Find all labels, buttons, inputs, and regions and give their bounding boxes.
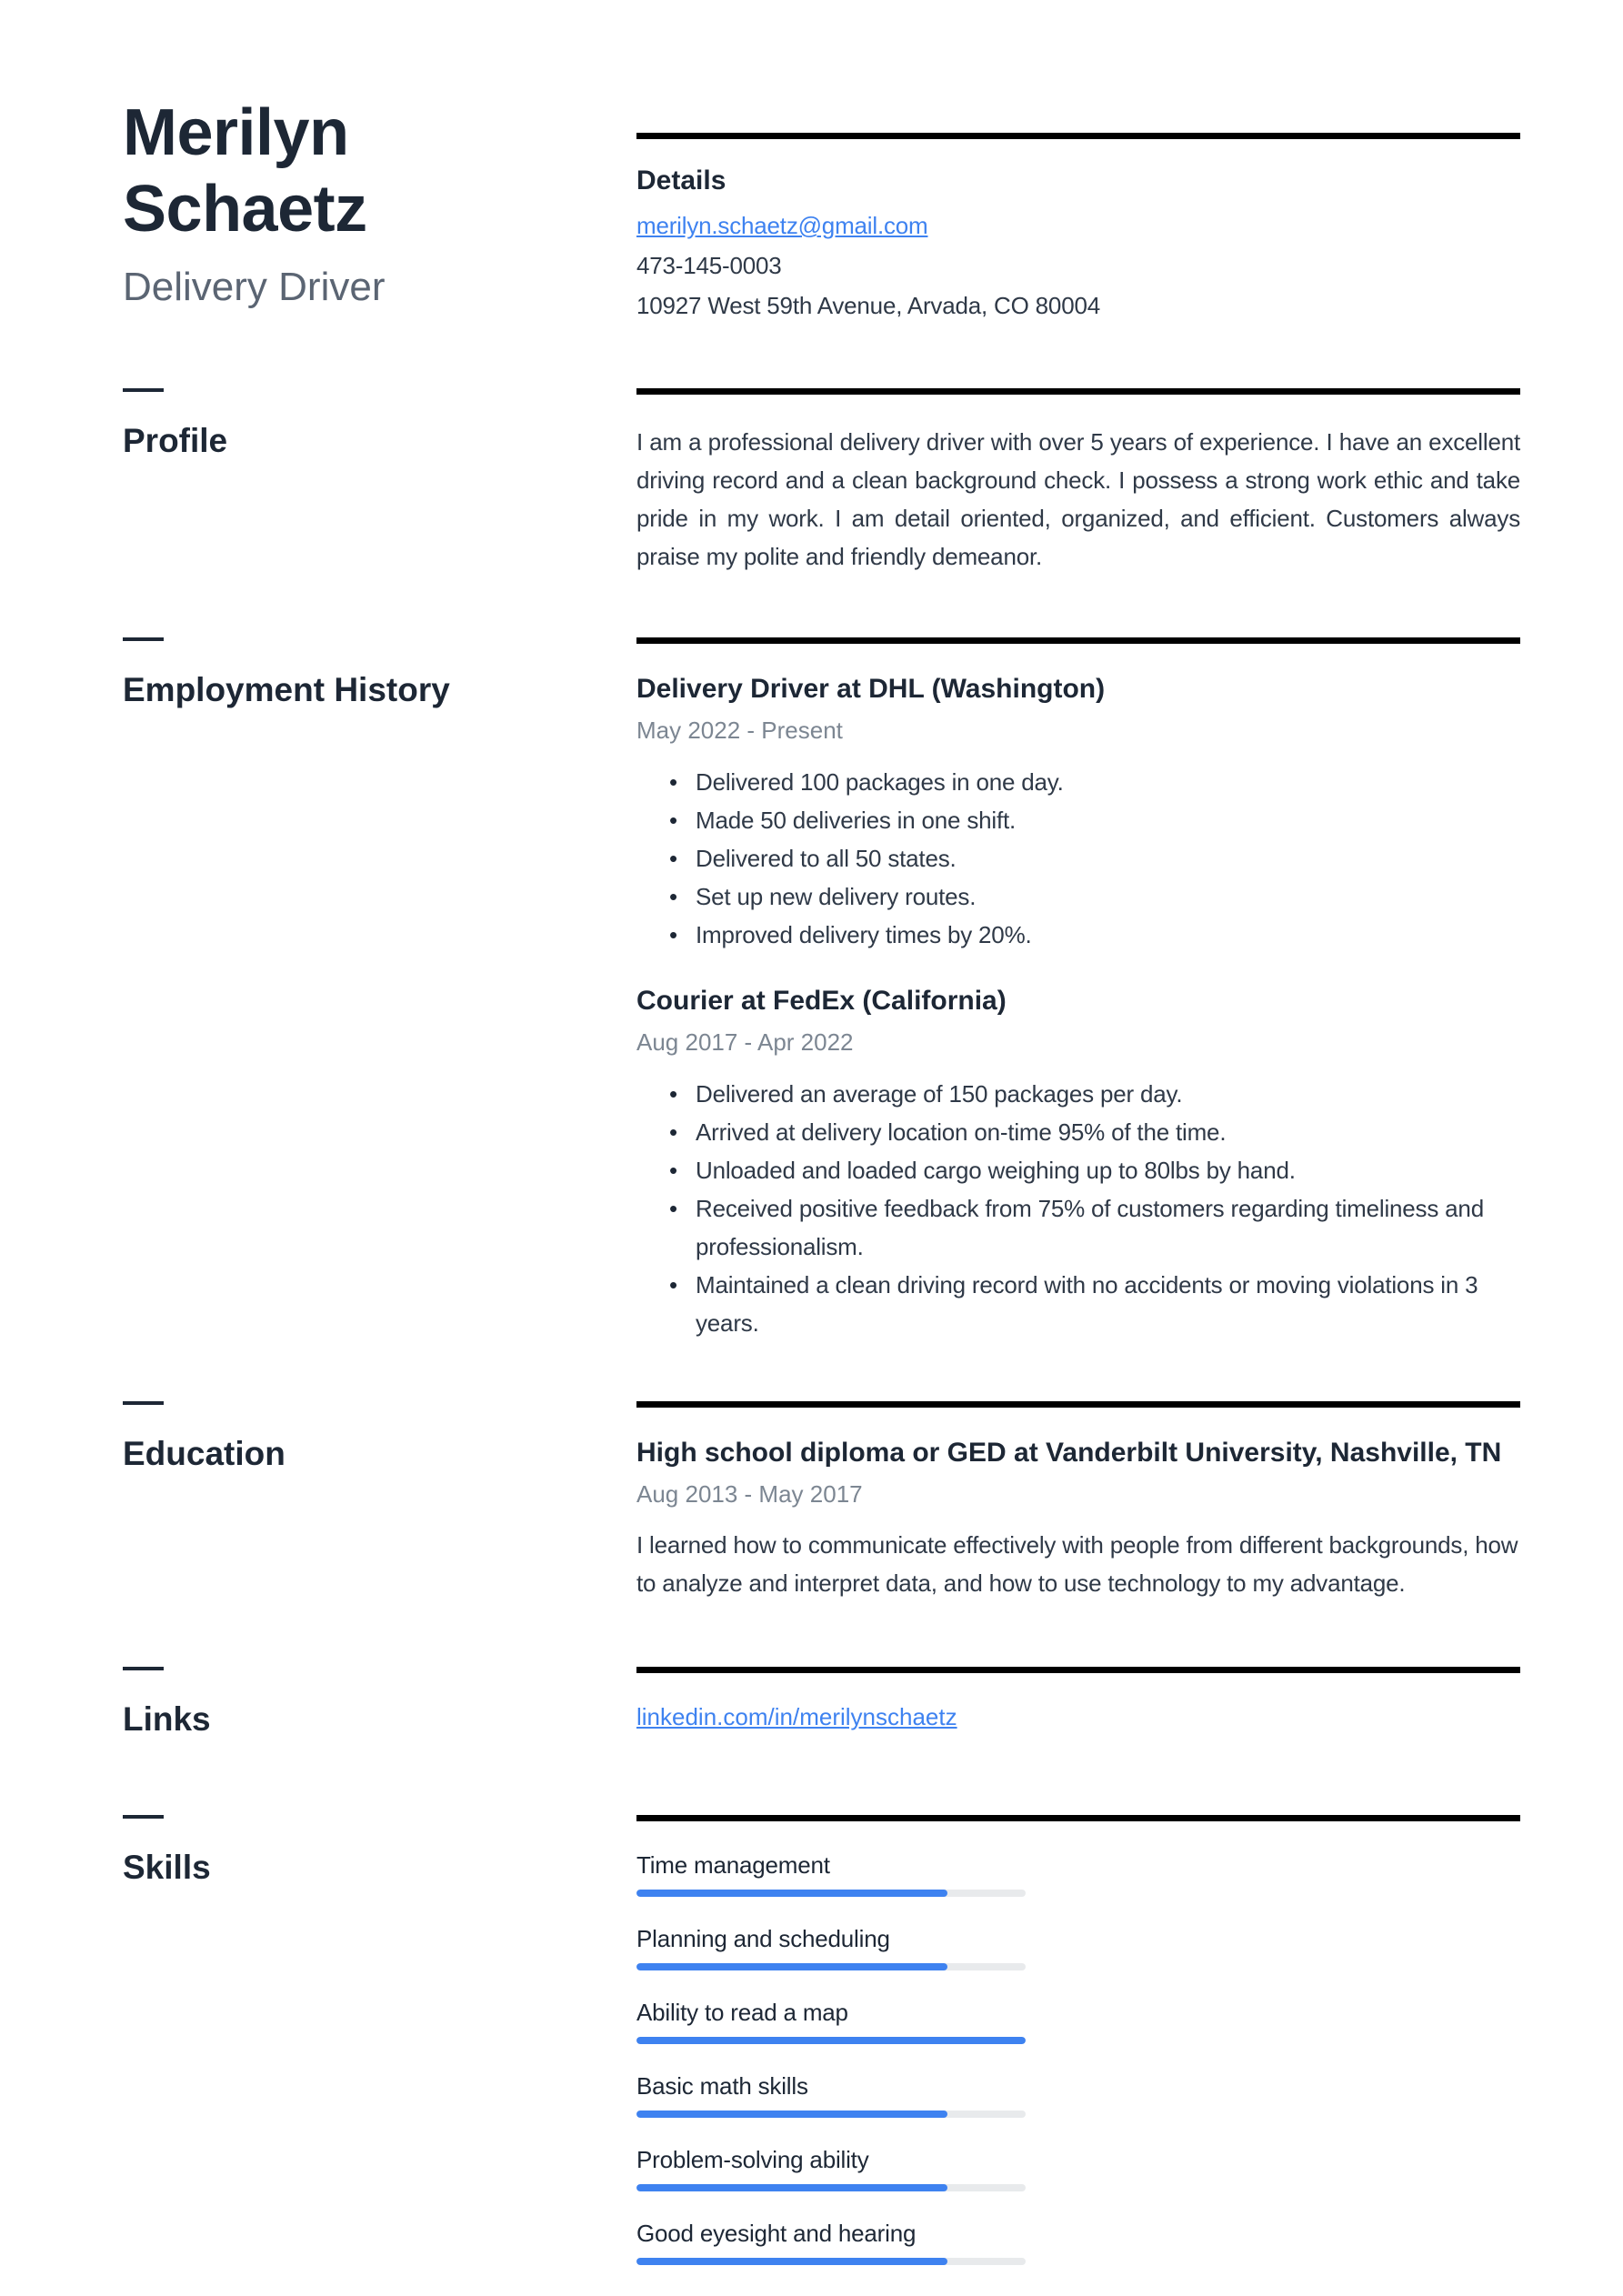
job-entry-dates: Aug 2017 - Apr 2022 <box>636 1028 854 1056</box>
education-section <box>123 1401 1520 1602</box>
contact-info <box>636 206 1520 326</box>
job-title: Delivery Driver <box>123 265 386 309</box>
skill-bar-fill <box>636 2184 947 2191</box>
job-bullet-list <box>636 1075 1520 1342</box>
bullet-item <box>636 1075 1520 1113</box>
bullet-icon: • <box>669 1271 677 1298</box>
skill-bar-fill <box>636 2111 947 2118</box>
section-dash <box>123 1815 164 1819</box>
profile-heading-block <box>123 388 636 576</box>
skill-label: Good eyesight and hearing <box>636 2220 917 2247</box>
skill-bar-track <box>636 2037 1026 2044</box>
last-name: Schaetz <box>123 173 367 246</box>
skill-bar-fill <box>636 2037 1026 2044</box>
bullet-text: Maintained a clean driving record with no accidents or moving violations in 3 years. <box>696 1271 1478 1337</box>
bullet-item <box>636 763 1520 801</box>
job-entry <box>636 672 1520 954</box>
employment-section <box>123 637 1520 1342</box>
job-bullet-list <box>636 763 1520 954</box>
skills-content <box>636 1815 1520 2291</box>
skills-heading-block <box>123 1815 636 2291</box>
bullet-item <box>636 877 1520 916</box>
skill-bar-track <box>636 1963 1026 1970</box>
bullet-icon: • <box>669 1195 677 1222</box>
profile-heading: Profile <box>123 422 228 459</box>
employment-content <box>636 637 1520 1342</box>
education-degree: High school diploma or GED at Vanderbilt University, Nashville, TN <box>636 1438 1502 1468</box>
bullet-icon: • <box>669 1118 677 1146</box>
section-dash <box>123 1667 164 1670</box>
skill-bar-track <box>636 2111 1026 2118</box>
skill-item <box>636 2144 1520 2191</box>
contact-phone: 473-145-0003 <box>636 252 782 279</box>
education-heading-block <box>123 1401 636 1602</box>
skill-bar-track <box>636 1890 1026 1897</box>
section-dash <box>123 637 164 641</box>
skill-item <box>636 1923 1520 1970</box>
job-entry-title: Delivery Driver at DHL (Washington) <box>636 674 1106 704</box>
skill-bar-fill <box>636 2258 947 2265</box>
bullet-text: Unloaded and loaded cargo weighing up to 80lbs by hand. <box>696 1157 1296 1184</box>
name-block <box>123 95 636 326</box>
bullet-item <box>636 1189 1520 1266</box>
links-content <box>636 1667 1520 1740</box>
skill-bar-fill <box>636 1890 947 1897</box>
first-name: Merilyn <box>123 96 349 169</box>
bullet-item <box>636 1113 1520 1151</box>
skill-bar-fill <box>636 1963 947 1970</box>
links-section <box>123 1667 1520 1740</box>
section-rule <box>636 388 1520 395</box>
section-rule <box>636 133 1520 139</box>
skill-label: Basic math skills <box>636 2072 808 2100</box>
skill-label: Planning and scheduling <box>636 1925 890 1952</box>
links-list <box>636 1701 1520 1732</box>
bullet-text: Received positive feedback from 75% of customers regarding timeliness and professionalism. <box>696 1195 1484 1260</box>
skill-item <box>636 1850 1520 1897</box>
skills-section <box>123 1815 1520 2291</box>
section-rule <box>636 1401 1520 1408</box>
details-heading: Details <box>636 165 726 196</box>
skill-label: Time management <box>636 1851 830 1879</box>
profile-content <box>636 388 1520 576</box>
profile-text: I am a professional delivery driver with over 5 years of experience. I have an excellent driving record and a clean background check. I possess a strong work ethic and take pride in my work. I am detail oriented, organized, and efficient. Customers always praise my polite and friendly demeanor. <box>636 428 1520 570</box>
bullet-item <box>636 1266 1520 1342</box>
bullet-icon: • <box>669 1080 677 1108</box>
skill-item <box>636 1997 1520 2044</box>
job-entry <box>636 984 1520 1342</box>
education-content <box>636 1401 1520 1602</box>
skills-heading: Skills <box>123 1849 211 1886</box>
section-rule <box>636 637 1520 644</box>
bullet-icon: • <box>669 768 677 796</box>
section-rule <box>636 1815 1520 1821</box>
name <box>123 95 636 247</box>
email-link[interactable]: merilyn.schaetz@gmail.com <box>636 212 928 239</box>
skill-label: Problem-solving ability <box>636 2146 869 2173</box>
bullet-text: Delivered to all 50 states. <box>696 845 957 872</box>
bullet-text: Made 50 deliveries in one shift. <box>696 807 1017 834</box>
bullet-item <box>636 839 1520 877</box>
skill-label: Ability to read a map <box>636 1999 848 2026</box>
bullet-text: Improved delivery times by 20%. <box>696 921 1032 948</box>
contact-email-line <box>636 206 1520 246</box>
bullet-item <box>636 1151 1520 1189</box>
bullet-text: Arrived at delivery location on-time 95% of the time. <box>696 1118 1227 1146</box>
bullet-icon: • <box>669 1157 677 1184</box>
skill-bar-track <box>636 2184 1026 2191</box>
bullet-icon: • <box>669 921 677 948</box>
bullet-icon: • <box>669 845 677 872</box>
employment-heading: Employment History <box>123 671 450 708</box>
linkedin-link[interactable]: linkedin.com/in/merilynschaetz <box>636 1703 957 1730</box>
education-description: I learned how to communicate effectively with people from different backgrounds, how to analyze and interpret data, and how to use technology to my advantage. <box>636 1531 1518 1597</box>
links-heading-block <box>123 1667 636 1740</box>
employment-heading-block <box>123 637 636 1342</box>
bullet-text: Delivered 100 packages in one day. <box>696 768 1064 796</box>
section-rule <box>636 1667 1520 1673</box>
education-dates: Aug 2013 - May 2017 <box>636 1480 863 1508</box>
job-entry-dates: May 2022 - Present <box>636 717 843 744</box>
bullet-text: Delivered an average of 150 packages per day. <box>696 1080 1183 1108</box>
profile-section <box>123 388 1520 576</box>
skill-item <box>636 2218 1520 2265</box>
bullet-item <box>636 916 1520 954</box>
education-heading: Education <box>123 1435 286 1472</box>
bullet-item <box>636 801 1520 839</box>
section-dash <box>123 1401 164 1405</box>
header-section <box>123 95 1520 326</box>
job-entry-title: Courier at FedEx (California) <box>636 986 1007 1016</box>
skill-bar-track <box>636 2258 1026 2265</box>
bullet-icon: • <box>669 807 677 834</box>
section-dash <box>123 388 164 392</box>
bullet-icon: • <box>669 883 677 910</box>
details-block <box>636 95 1520 326</box>
skill-item <box>636 2070 1520 2118</box>
contact-address: 10927 West 59th Avenue, Arvada, CO 80004 <box>636 292 1100 319</box>
links-heading: Links <box>123 1700 211 1738</box>
bullet-text: Set up new delivery routes. <box>696 883 977 910</box>
